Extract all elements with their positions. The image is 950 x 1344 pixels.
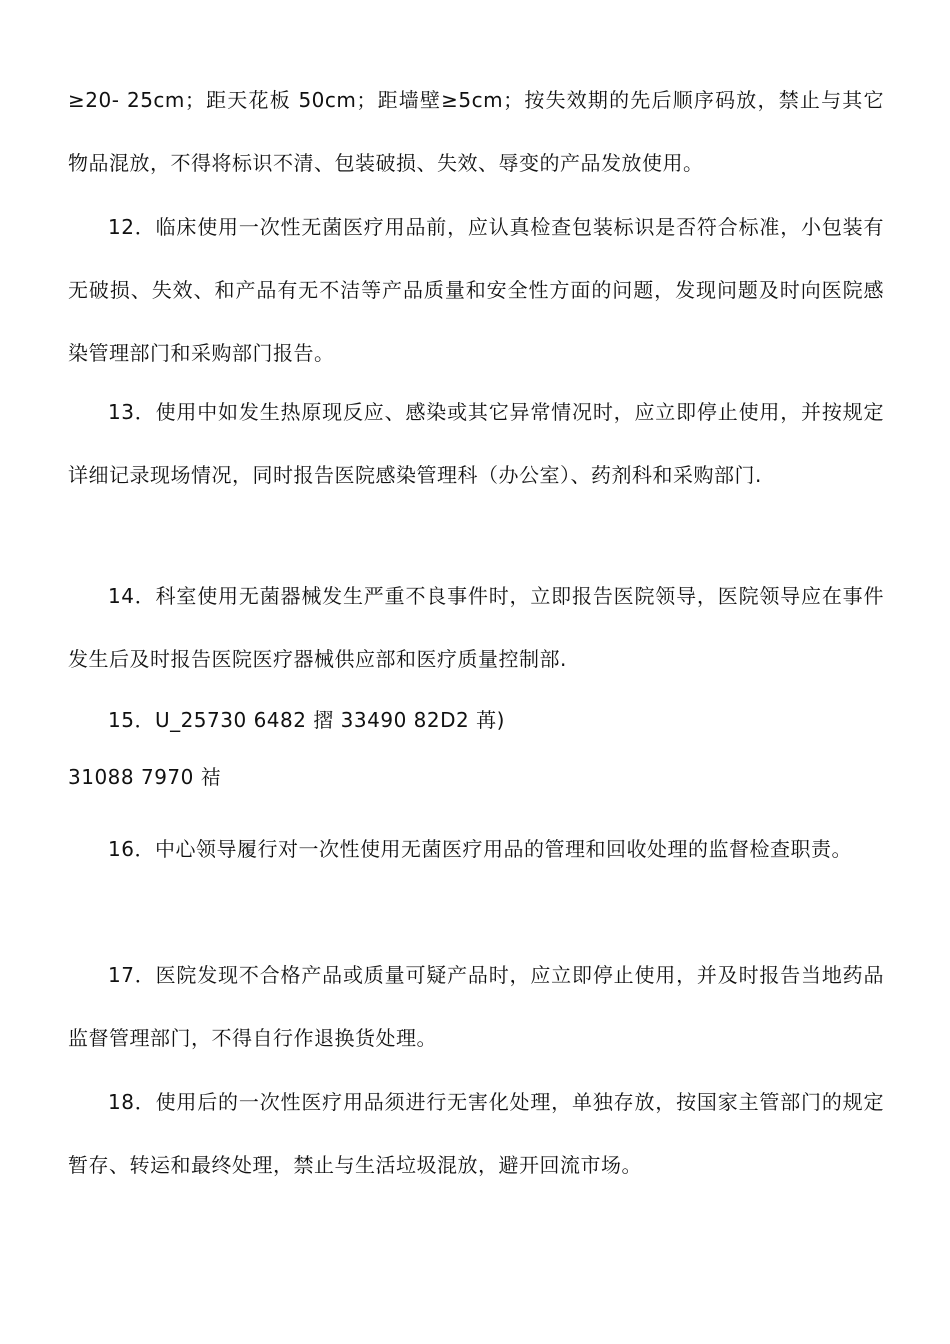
paragraph-15-continued: 31088 7970 祮 [68, 765, 222, 789]
paragraph-15: 15．U_25730 6482 摺 33490 82D2 苒) [108, 708, 505, 732]
paragraph-18: 18．使用后的一次性医疗用品须进行无害化处理，单独存放，按国家主管部门的规定暂存、转运和最终处理，禁止与生活垃圾混放，避开回流市场。 [68, 1090, 884, 1177]
paragraph-11-continued: ≥20- 25cm；距天花板 50cm；距墙壁≥5cm；按失效期的先后顺序码放，禁止与其它物品混放，不得将标识不清、包装破损、失效、辱变的产品发放使用。 [68, 88, 884, 175]
paragraph-16: 16．中心领导履行对一次性使用无菌医疗用品的管理和回收处理的监督检查职责。 [108, 837, 852, 861]
paragraph-14: 14．科室使用无菌器械发生严重不良事件时，立即报告医院领导，医院领导应在事件发生后及时报告医院医疗器械供应部和医疗质量控制部. [68, 584, 884, 671]
paragraph-12: 12．临床使用一次性无菌医疗用品前，应认真检查包装标识是否符合标准，小包装有无破损、失效、和产品有无不洁等产品质量和安全性方面的问题，发现问题及时向医院感染管理部门和采购部门报告。 [68, 215, 884, 365]
paragraph-13: 13．使用中如发生热原现反应、感染或其它异常情况时，应立即停止使用，并按规定详细记录现场情况，同时报告医院感染管理科（办公室）、药剂科和采购部门. [68, 400, 884, 487]
paragraph-17: 17．医院发现不合格产品或质量可疑产品时，应立即停止使用，并及时报告当地药品监督管理部门，不得自行作退换货处理。 [68, 963, 884, 1050]
